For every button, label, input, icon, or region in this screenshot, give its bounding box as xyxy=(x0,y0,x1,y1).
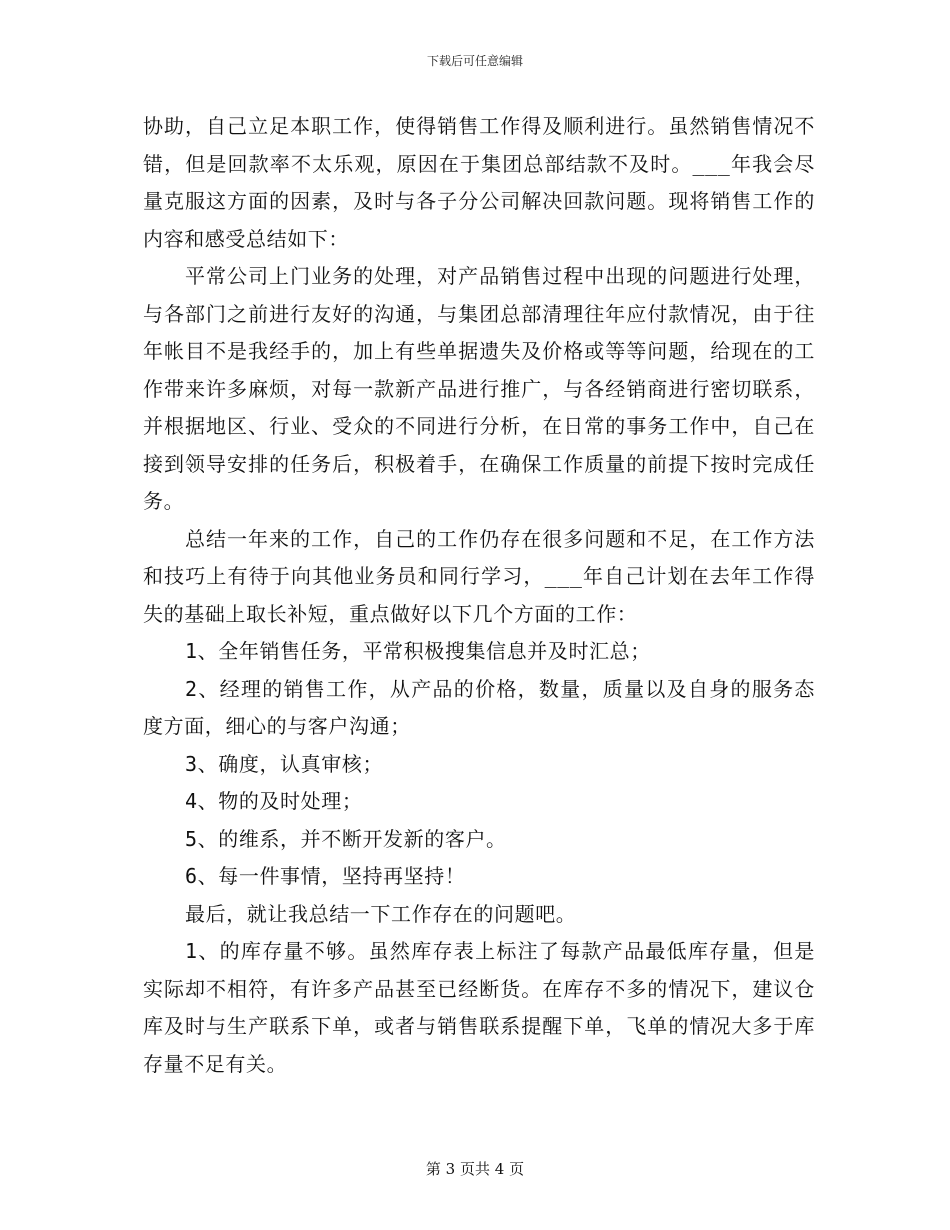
list-item: 4、物的及时处理； xyxy=(185,789,363,813)
paragraph: 最后，就让我总结一下工作存在的问题吧。 xyxy=(185,901,577,926)
list-item: 2、经理的销售工作，从产品的价格，数量，质量以及自身的服务态度方面，细心的与客户沟通； xyxy=(143,676,815,738)
list-item: 5、的维系，并不断开发新的客户。 xyxy=(185,826,507,851)
paragraph: 协助，自己立足本职工作，使得销售工作得及顺利进行。虽然销售情况不错，但是回款率不太乐观，原因在于集团总部结款不及时。___年我会尽量克服这方面的因素，及时与各子分公司解决回款问题。现将销售工作的内容和感受总结如下： xyxy=(143,114,815,251)
list-item: 1、全年销售任务，平常积极搜集信息并及时汇总； xyxy=(185,639,651,663)
paragraph: 平常公司上门业务的处理，对产品销售过程中出现的问题进行处理，与各部门之前进行友好的沟通，与集团总部清理往年应付款情况，由于往年帐目不是我经手的，加上有些单据遗失及价格或等等问题，给现在的工作带来许多麻烦，对每一款新产品进行推广，与各经销商进行密切联系，并根据地区、行业、受众的不同进行分析，在日常的事务工作中，自己在接到领导安排的任务后，积极着手，在确保工作质量的前提下按时完成任务。 xyxy=(143,264,815,513)
list-item: 1、的库存量不够。虽然库存表上标注了每款产品最低库存量，但是实际却不相符，有许多产品甚至已经断货。在库存不多的情况下，建议仓库及时与生产联系下单，或者与销售联系提醒下单，飞单的情况大多于库存量不足有关。 xyxy=(143,939,815,1076)
list-item: 6、每一件事情，坚持再坚持！ xyxy=(185,864,466,888)
page-header: 下载后可任意编辑 xyxy=(426,54,523,68)
page-number: 第 3 页共 4 页 xyxy=(425,1160,525,1178)
list-item: 3、确度，认真审核； xyxy=(185,751,384,776)
document-body xyxy=(143,108,815,1083)
paragraph: 总结一年来的工作，自己的工作仍存在很多问题和不足，在工作方法和技巧上有待于向其他业务员和同行学习，___年自己计划在去年工作得失的基础上取长补短，重点做好以下几个方面的工作： xyxy=(143,526,815,626)
